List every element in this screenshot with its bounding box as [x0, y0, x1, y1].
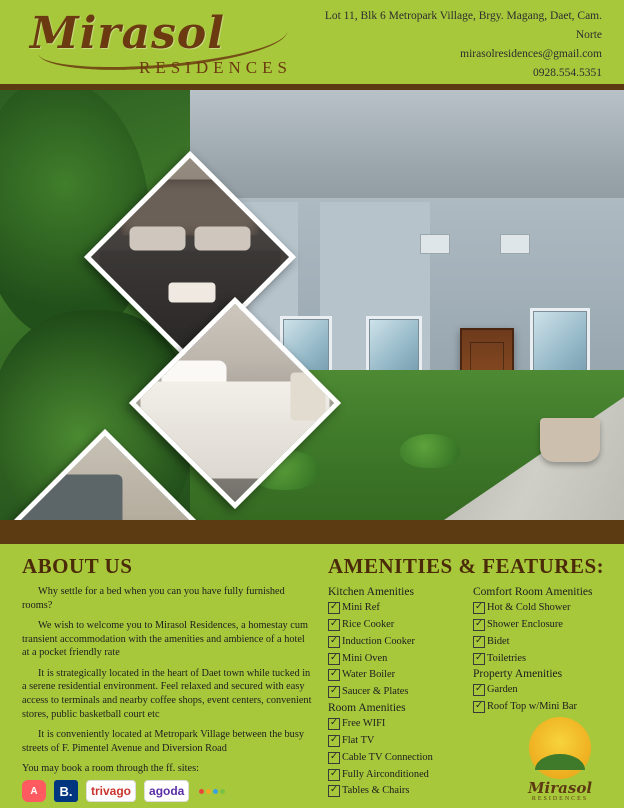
- garden-shrub: [400, 434, 460, 468]
- agoda-dots-icon: [199, 789, 225, 794]
- list-item: ✓ Water Boiler: [328, 667, 463, 684]
- brand-logo: [20, 8, 320, 78]
- list-item: ✓ Toiletries: [473, 651, 608, 668]
- header: [0, 0, 624, 90]
- list-item: ✓ Fully Airconditioned: [328, 767, 463, 784]
- brand-name: Mirasol: [30, 8, 225, 59]
- list-item: ✓ Rice Cooker: [328, 617, 463, 634]
- content-section: [0, 544, 624, 808]
- booking-label: You may book a room through the ff. sites:: [22, 763, 199, 775]
- list-item: ✓ Free WIFI: [328, 716, 463, 733]
- trivago-logo[interactable]: trivago: [86, 780, 136, 802]
- seal-brand-sub: RESIDENCES: [531, 796, 589, 802]
- group-title-comfort-room: Comfort Room Amenities: [473, 586, 593, 598]
- about-paragraph: It is strategically located in the heart of Daet town while tucked in a serene residential environment. Feel relaxed and secured with easy access to terminals and nearby coffee shops, event centers, convenient stores, public basketball court etc: [22, 667, 312, 720]
- list-comfort-room-amenities: [473, 600, 608, 667]
- list-item: ✓ Mini Ref: [328, 600, 463, 617]
- contact-address: Lot 11, Blk 6 Metropark Village, Brgy. Magang, Daet, Cam. Norte: [324, 10, 602, 42]
- list-item: ✓ Garden: [473, 682, 608, 699]
- list-item: ✓ Mini Oven: [328, 651, 463, 668]
- list-item: ✓ Flat TV: [328, 733, 463, 750]
- sun-icon: [529, 717, 591, 779]
- footer-seal-logo: [514, 717, 606, 802]
- list-room-amenities: [328, 716, 463, 800]
- list-item: ✓ Shower Enclosure: [473, 617, 608, 634]
- list-item: ✓ Saucer & Plates: [328, 684, 463, 701]
- agoda-logo[interactable]: agoda: [144, 780, 189, 802]
- about-paragraph: We wish to welcome you to Mirasol Residences, a homestay cum transient accommodation with the amenities and ambience of a hotel at a pocket friendly rate: [22, 620, 308, 659]
- airbnb-logo[interactable]: A: [22, 780, 46, 802]
- about-paragraph: Why settle for a bed when you can you have fully furnished rooms?: [22, 586, 285, 611]
- booking-logos: [22, 780, 312, 802]
- about-paragraph: It is conveniently located at Metropark Village between the busy streets of F. Pimentel Avenue and Diversion Road: [22, 729, 304, 754]
- list-item: ✓ Tables & Chairs: [328, 783, 463, 800]
- list-item: ✓ Hot & Cold Shower: [473, 600, 608, 617]
- pillow: [194, 227, 250, 251]
- plant-pot: [540, 418, 600, 462]
- seal-brand-name: Mirasol: [527, 779, 593, 797]
- aircon-unit: [500, 234, 530, 254]
- pillow: [130, 227, 186, 251]
- contact-phone: 0928.554.5351: [533, 66, 602, 79]
- contact-block: [320, 7, 610, 83]
- about-title: ABOUT US: [22, 554, 133, 578]
- about-column: [22, 554, 322, 808]
- section-divider: [0, 520, 624, 544]
- folded-towel: [169, 283, 216, 302]
- list-item: ✓ Cable TV Connection: [328, 750, 463, 767]
- list-property-amenities: [473, 682, 608, 716]
- list-item: ✓ Induction Cooker: [328, 634, 463, 651]
- group-title-property: Property Amenities: [473, 668, 563, 681]
- group-title-room: Room Amenities: [328, 702, 406, 715]
- brand-subtitle: RESIDENCES: [139, 58, 292, 77]
- contact-email: mirasolresidences@gmail.com: [460, 48, 602, 60]
- amenities-col-left: [328, 585, 463, 800]
- list-kitchen-amenities: [328, 600, 463, 701]
- aircon-unit: [420, 234, 450, 254]
- amenities-title: AMENITIES & FEATURES:: [328, 554, 605, 578]
- booking-com-logo[interactable]: B.: [54, 780, 78, 802]
- list-item: ✓ Bidet: [473, 634, 608, 651]
- list-item: ✓ Roof Top w/Mini Bar: [473, 699, 608, 716]
- group-title-kitchen: Kitchen Amenities: [328, 586, 414, 598]
- photo-collage: [0, 90, 624, 520]
